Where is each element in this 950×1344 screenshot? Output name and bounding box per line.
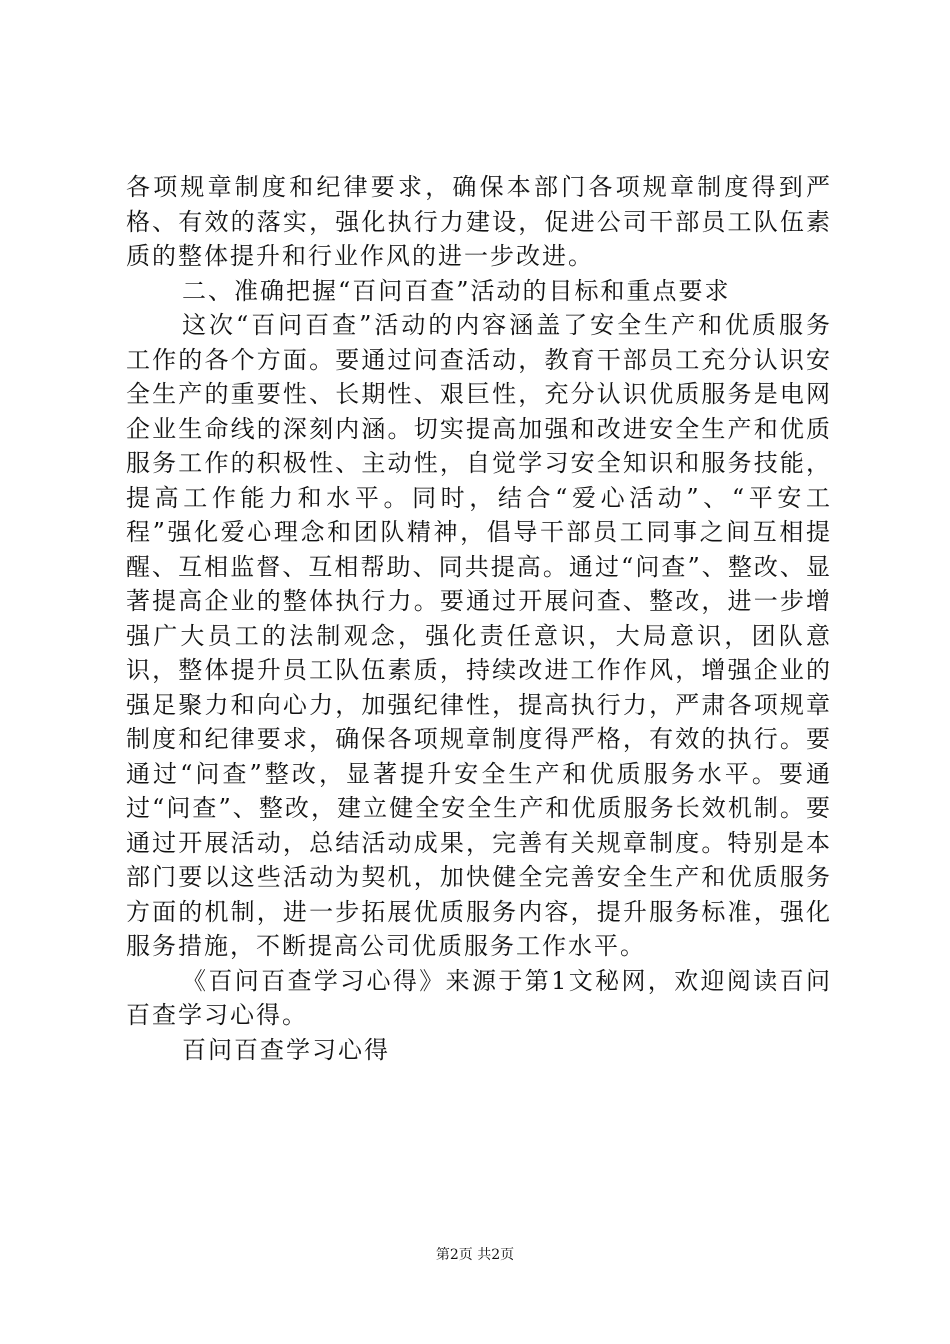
body-paragraph-main: 这次“百问百查”活动的内容涵盖了安全生产和优质服务工作的各个方面。要通过问查活动，教育干部员工充分认识安全生产的重要性、长期性、艰巨性，充分认识优质服务是电网企业生命线的深刻内涵。切实提高加强和改进安全生产和优质服务工作的积极性、主动性，自觉学习安全知识和服务技能，提高工作能力和水平。同时，结合“爱心活动”、“平安工程”强化爱心理念和团队精神，倡导干部员工同事之间互相提醒、互相监督、互相帮助、同共提高。通过“问查”、整改、显著提高企业的整体执行力。要通过开展问查、整改，进一步增强广大员工的法制观念，强化责任意识，大局意识，团队意识，整体提升员工队伍素质，持续改进工作作风，增强企业的强足聚力和向心力，加强纪律性，提高执行力，严肃各项规章制度和纪律要求，确保各项规章制度得严格，有效的执行。要通过“问查”整改，显著提升安全生产和优质服务水平。要通过“问查”、整改，建立健全安全生产和优质服务长效机制。要通过开展活动，总结活动成果，完善有关规章制度。特别是本部门要以这些活动为契机，加快健全完善安全生产和优质服务方面的机制，进一步拓展优质服务内容，提升服务标准，强化服务措施，不断提高公司优质服务工作水平。 (126, 311, 832, 960)
source-note-paragraph: 《百问百查学习心得》来源于第1文秘网，欢迎阅读百问百查学习心得。 (126, 966, 832, 1029)
document-title-line: 百问百查学习心得 (182, 1035, 390, 1064)
body-paragraph-continuation: 各项规章制度和纪律要求，确保本部门各项规章制度得到严格、有效的落实，强化执行力建设，促进公司干部员工队伍素质的整体提升和行业作风的进一步改进。 (126, 173, 832, 270)
page-footer: 第2页 共2页 (435, 1247, 515, 1263)
section-heading: 二、准确把握“百问百查”活动的目标和重点要求 (182, 276, 731, 305)
document-body (126, 170, 832, 1067)
